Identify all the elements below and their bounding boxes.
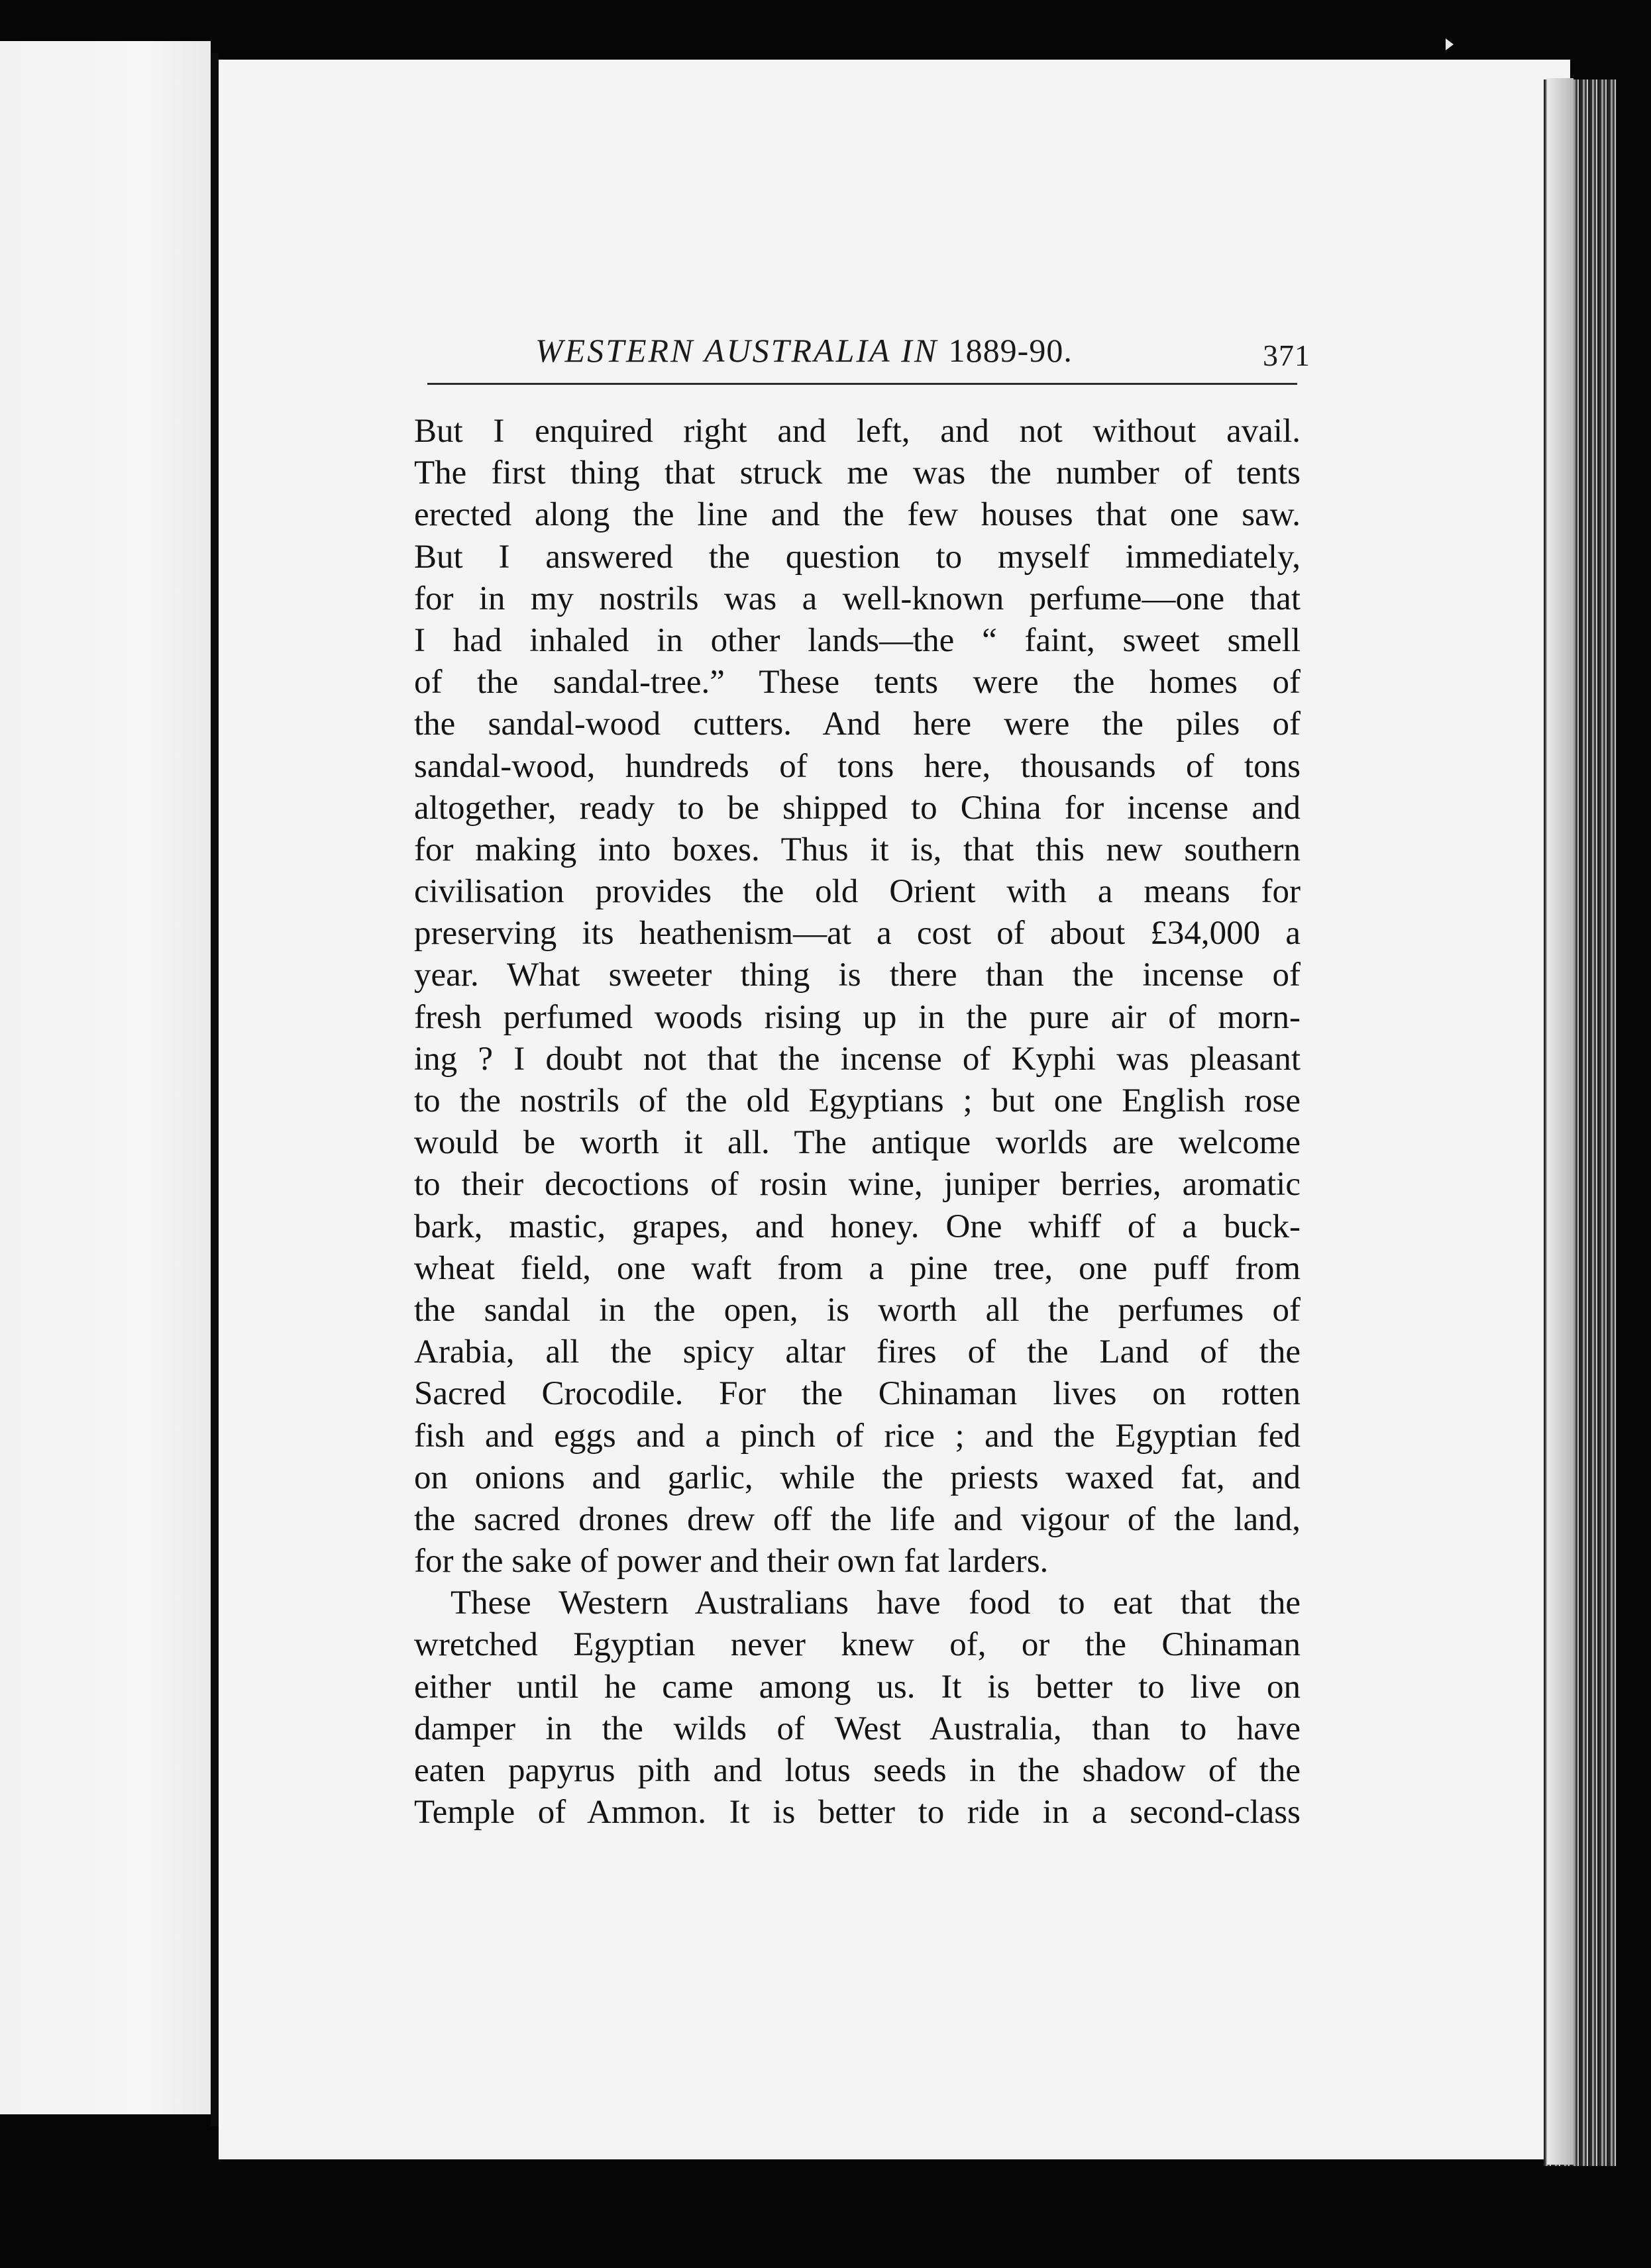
text-line: wheat field, one waft from a pine tree, one puff from bbox=[414, 1249, 1301, 1287]
text-line: altogether, ready to be shipped to China for incense and bbox=[414, 789, 1301, 827]
text-line: the sandal-wood cutters. And here were the piles of bbox=[414, 705, 1301, 743]
text-line: damper in the wilds of West Australia, than to have bbox=[414, 1710, 1301, 1747]
running-title bbox=[535, 331, 1073, 370]
book-gutter bbox=[211, 53, 219, 2126]
text-line: But I enquired right and left, and not without avail. bbox=[414, 413, 1301, 450]
text-line: sandal-wood, hundreds of tons here, thousands of tons bbox=[414, 747, 1301, 785]
page-edge-highlight bbox=[1547, 78, 1573, 2165]
text-line: would be worth it all. The antique worlds are welcome bbox=[414, 1124, 1301, 1162]
text-line: to the nostrils of the old Egyptians ; but one English rose bbox=[414, 1082, 1301, 1119]
text-line: The first thing that struck me was the number of tents bbox=[414, 454, 1301, 492]
text-line: fresh perfumed woods rising up in the pure air of morn- bbox=[414, 998, 1301, 1036]
text-line: to their decoctions of rosin wine, juniper berries, aromatic bbox=[414, 1166, 1301, 1204]
text-line: of the sandal-tree.” These tents were the homes of bbox=[414, 664, 1301, 701]
text-line: ing ? I doubt not that the incense of Kyphi was pleasant bbox=[414, 1040, 1301, 1078]
text-line: Arabia, all the spicy altar fires of the Land of the bbox=[414, 1333, 1301, 1371]
text-line: These Western Australians have food to eat that the bbox=[451, 1584, 1301, 1622]
text-line: wretched Egyptian never knew of, or the Chinaman bbox=[414, 1626, 1301, 1664]
text-line: Sacred Crocodile. For the Chinaman lives on rotten bbox=[414, 1375, 1301, 1413]
text-line: eaten papyrus pith and lotus seeds in the shadow of the bbox=[414, 1752, 1301, 1789]
text-line: either until he came among us. It is better to live on bbox=[414, 1668, 1301, 1706]
previous-page-edge bbox=[0, 41, 211, 2114]
text-line: Temple of Ammon. It is better to ride in a second-class bbox=[414, 1794, 1301, 1831]
text-line: for making into boxes. Thus it is, that this new southern bbox=[414, 831, 1301, 868]
text-line: for the sake of power and their own fat larders. bbox=[414, 1543, 1049, 1580]
text-line: preserving its heathenism—at a cost of about £34,000 a bbox=[414, 915, 1301, 953]
scan-corner-mark-icon bbox=[1446, 38, 1454, 50]
running-title-year: 1889-90. bbox=[948, 332, 1073, 369]
text-line: bark, mastic, grapes, and honey. One whiff of a buck- bbox=[414, 1208, 1301, 1245]
running-header bbox=[535, 331, 1310, 378]
text-line: year. What sweeter thing is there than the incense of bbox=[414, 956, 1301, 994]
running-title-text: WESTERN AUSTRALIA IN bbox=[535, 332, 939, 369]
body-text bbox=[414, 411, 1301, 1833]
text-line: fish and eggs and a pinch of rice ; and the Egyptian fed bbox=[414, 1417, 1301, 1455]
text-line: the sacred drones drew off the life and vigour of the land, bbox=[414, 1500, 1301, 1538]
text-line: for in my nostrils was a well-known perfume—one that bbox=[414, 580, 1301, 617]
header-rule bbox=[427, 383, 1297, 385]
text-line: on onions and garlic, while the priests waxed fat, and bbox=[414, 1459, 1301, 1496]
text-line: But I answered the question to myself immediately, bbox=[414, 538, 1301, 576]
page-number: 371 bbox=[1263, 338, 1310, 372]
text-line: erected along the line and the few houses that one saw. bbox=[414, 496, 1301, 534]
text-line: the sandal in the open, is worth all the perfumes of bbox=[414, 1291, 1301, 1329]
text-line: I had inhaled in other lands—the “ faint, sweet smell bbox=[414, 621, 1301, 659]
text-line: civilisation provides the old Orient with a means for bbox=[414, 873, 1301, 911]
